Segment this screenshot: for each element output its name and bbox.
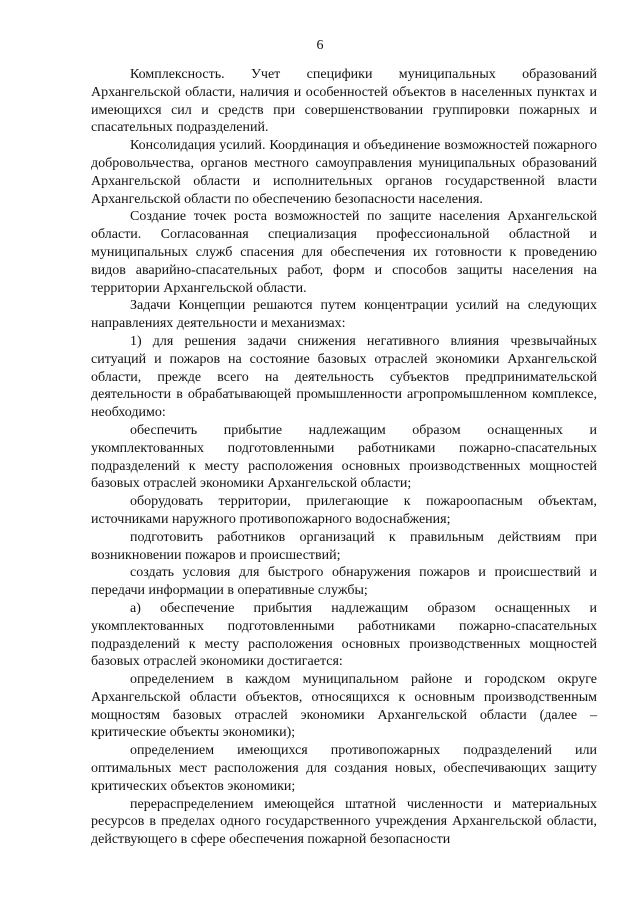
paragraph-train-workers: подготовить работников организаций к правильным действиям при возникновении пожаров и происшествий;: [91, 529, 597, 563]
paragraph-redistribution: перераспределением имеющейся штатной численности и материальных ресурсов в пределах одного государственного учреждения Архангельской области, действующего в сфере обеспечения пожарной безопасности: [91, 796, 597, 848]
paragraph-equip-territories: оборудовать территории, прилегающие к пожароопасным объектам, источниками наружного противопожарного водоснабжения;: [91, 494, 597, 527]
document-body: [91, 66, 597, 849]
paragraph-item-1: 1) для решения задачи снижения негативного влияния чрезвычайных ситуаций и пожаров на состояние базовых отраслей экономики Архангельской области, прежде всего на деятельность субъектов предпринимательской деятельности в обрабатывающей промышленности агропромышленном комплексе, необходимо:: [91, 333, 597, 421]
paragraph-critical-objects: определением в каждом муниципальном районе и городском округе Архангельской области объектов, относящихся к основным производственным мощностям базовых отраслей экономики Архангельской области (далее – критические объекты экономики);: [91, 672, 597, 741]
paragraph-subitem-a: а) обеспечение прибытия надлежащим образом оснащенных и укомплектованных подготовленными работниками пожарно-спасательных подразделений к месту расположения основных производственных мощностей базовых отраслей экономики достигается:: [91, 600, 597, 670]
paragraph-detection-conditions: создать условия для быстрого обнаружения пожаров и происшествий и передачи информации в оперативные службы;: [91, 565, 597, 599]
paragraph-complexity: Комплексность. Учет специфики муниципальных образований Архангельской области, наличия и особенностей объектов в населенных пунктах и имеющихся сил и средств при совершенствовании группировки пожарных и спасательных подразделений.: [91, 67, 597, 136]
page-number: 6: [316, 38, 324, 53]
paragraph-growth-points: Создание точек роста возможностей по защите населения Архангельской области. Согласованная специализация профессиональной областной и муниципальных служб спасения для обеспечения их готовности к проведению видов аварийно-спасательных работ, форм и способов защиты населения на территории Архангельской области.: [91, 209, 597, 296]
paragraph-concept-tasks: Задачи Концепции решаются путем концентрации усилий на следующих направлениях деятельности и механизмах:: [91, 298, 597, 332]
paragraph-fire-units: определением имеющихся противопожарных подразделений или оптимальных мест расположения для создания новых, обеспечивающих защиту критических объектов экономики;: [91, 743, 597, 794]
paragraph-consolidation: Консолидация усилий. Координация и объединение возможностей пожарного добровольчества, органов местного самоуправления муниципальных образований Архангельской области и исполнительных органов государственной власти Архангельской области по обеспечению безопасности населения.: [91, 138, 597, 207]
paragraph-ensure-arrival: обеспечить прибытие надлежащим образом оснащенных и укомплектованных подготовленными работниками пожарно-спасательных подразделений к месту расположения основных производственных мощностей базовых отраслей экономики Архангельской области;: [91, 422, 597, 492]
